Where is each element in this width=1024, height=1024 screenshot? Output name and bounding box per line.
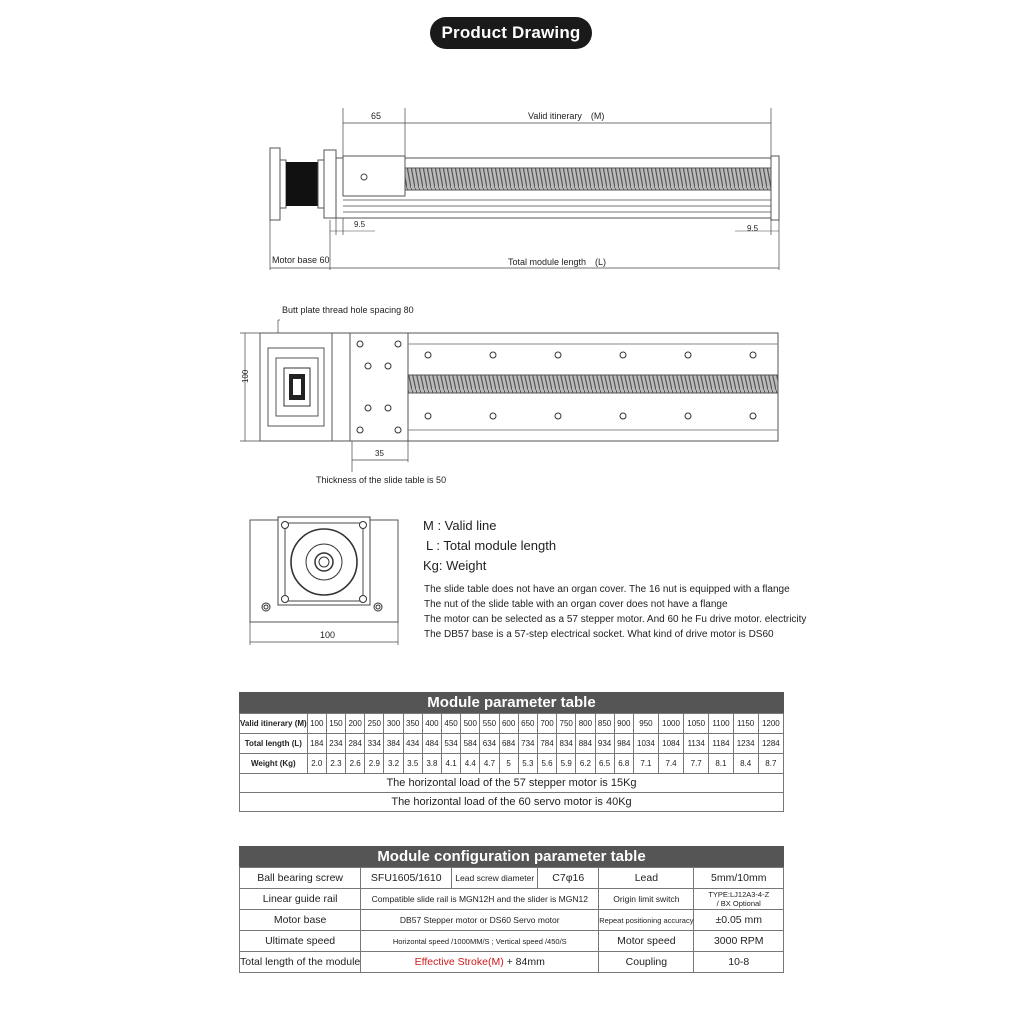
dim-35-label: 35 [375,449,384,458]
limit-value [694,889,784,910]
page-title: Product Drawing [430,17,592,49]
limit-value-2: / BX Optional [716,899,761,908]
param-cell: 500 [461,714,480,734]
param-load-57: The horizontal load of the 57 stepper motor is 15Kg [240,774,784,793]
limit-label: Origin limit switch [599,889,694,910]
legend-kg: Kg: Weight [423,558,487,573]
note-1: The slide table does not have an organ cover. The 16 nut is equipped with a flange [424,584,790,595]
param-cell: 1034 [633,734,658,754]
param-cell: 250 [365,714,384,734]
param-cell: 1200 [758,714,783,734]
param-cell: 7.1 [633,754,658,774]
param-cell: 234 [326,734,345,754]
param-cell: 1100 [709,714,733,734]
param-cell: 8.7 [758,754,783,774]
config-row-ball-screw [240,868,784,889]
param-cell: 484 [422,734,441,754]
dim-65-label: 65 [371,111,382,121]
config-table [239,867,784,973]
repeat-value: ±0.05 mm [694,910,784,931]
param-row-label: Weight (Kg) [240,754,308,774]
param-cell: 334 [365,734,384,754]
limit-value-1: TYPE:LJ12A3-4-Z [708,890,770,899]
param-cell: 1234 [733,734,758,754]
dim-9-5-right-label: 9.5 [747,224,759,233]
param-cell: 7.4 [659,754,684,774]
param-cell: 5.9 [557,754,576,774]
param-table [239,713,784,812]
motor-speed-value: 3000 RPM [694,931,784,952]
param-cell: 2.0 [307,754,326,774]
legend-m: M : Valid line [423,518,497,533]
param-cell: 1050 [684,714,709,734]
param-row [240,754,784,774]
repeat-label: Repeat positioning accuracy [599,910,694,931]
legend-l: L : Total module length [426,538,557,553]
config-row-speed [240,931,784,952]
thickness-label: Thickness of the slide table is 50 [316,475,447,485]
config-table-title: Module configuration parameter table [239,846,784,867]
param-cell: 2.3 [326,754,345,774]
param-load-row [240,774,784,793]
param-cell: 384 [384,734,403,754]
param-cell: 5.6 [537,754,556,774]
motor-speed-label: Motor speed [599,931,694,952]
lead-label: Lead [599,868,694,889]
param-cell: 3.2 [384,754,403,774]
param-cell: 850 [595,714,614,734]
rail-value: Compatible slide rail is MGN12H and the slider is MGN12 [361,889,599,910]
param-cell: 1084 [659,734,684,754]
param-load-row [240,793,784,812]
param-cell: 784 [537,734,556,754]
param-cell: 5 [499,754,518,774]
param-cell: 684 [499,734,518,754]
param-cell: 4.4 [461,754,480,774]
param-cell: 584 [461,734,480,754]
param-row [240,734,784,754]
param-cell: 150 [326,714,345,734]
config-row-base [240,910,784,931]
screw-dia-value: C7φ16 [538,868,599,889]
param-cell: 600 [499,714,518,734]
param-cell: 400 [422,714,441,734]
top-view-drawing [240,300,785,480]
coupling-value: 10-8 [694,952,784,973]
param-cell: 184 [307,734,326,754]
note-2: The nut of the slide table with an organ cover does not have a flange [424,599,728,610]
param-cell: 934 [595,734,614,754]
base-label: Motor base [240,910,361,931]
param-cell: 750 [557,714,576,734]
param-cell: 7.7 [684,754,709,774]
param-row [240,714,784,734]
total-label: Total length of the module [240,952,361,973]
valid-itinerary-label: Valid itinerary (M) [528,111,605,121]
param-table-title: Module parameter table [239,692,784,713]
param-cell: 3.5 [403,754,422,774]
param-cell: 434 [403,734,422,754]
param-load-60: The horizontal load of the 60 servo motor is 40Kg [240,793,784,812]
total-value-red: Effective Stroke(M) [414,956,504,968]
param-cell: 1000 [659,714,684,734]
screw-dia-label: Lead screw diameter [452,868,538,889]
note-3: The motor can be selected as a 57 stepper motor. And 60 he Fu drive motor. electricity [424,614,807,625]
param-cell: 534 [442,734,461,754]
param-cell: 2.9 [365,754,384,774]
config-row-total [240,952,784,973]
dim-100-vertical-label: 100 [241,369,250,383]
param-cell: 1184 [709,734,733,754]
param-cell: 1284 [758,734,783,754]
total-length-label: Total module length (L) [508,257,607,267]
param-cell: 884 [576,734,595,754]
base-value: DB57 Stepper motor or DS60 Servo motor [361,910,599,931]
param-cell: 2.6 [346,754,365,774]
param-cell: 350 [403,714,422,734]
param-cell: 634 [480,734,499,754]
param-row-label: Valid itinerary (M) [240,714,308,734]
param-cell: 300 [384,714,403,734]
param-cell: 1134 [684,734,709,754]
param-cell: 8.1 [709,754,733,774]
ball-screw-label: Ball bearing screw [240,868,361,889]
param-cell: 100 [307,714,326,734]
param-cell: 650 [518,714,537,734]
total-value-rest: + 84mm [503,956,545,968]
param-cell: 550 [480,714,499,734]
param-cell: 5.3 [518,754,537,774]
param-cell: 4.7 [480,754,499,774]
param-cell: 6.2 [576,754,595,774]
param-cell: 950 [633,714,658,734]
param-cell: 6.5 [595,754,614,774]
coupling-label: Coupling [599,952,694,973]
param-cell: 834 [557,734,576,754]
param-cell: 4.1 [442,754,461,774]
note-4: The DB57 base is a 57-step electrical socket. What kind of drive motor is DS60 [424,629,774,640]
param-cell: 1150 [733,714,758,734]
param-cell: 984 [614,734,633,754]
speed-label: Ultimate speed [240,931,361,952]
total-value [361,952,599,973]
param-cell: 8.4 [733,754,758,774]
param-cell: 734 [518,734,537,754]
param-cell: 800 [576,714,595,734]
param-cell: 284 [346,734,365,754]
butt-plate-label: Butt plate thread hole spacing 80 [282,305,414,315]
param-cell: 450 [442,714,461,734]
side-view-drawing [255,100,795,280]
dim-9-5-left-label: 9.5 [354,220,366,229]
param-cell: 900 [614,714,633,734]
param-row-label: Total length (L) [240,734,308,754]
motor-base-label: Motor base 60 [272,255,330,265]
config-row-rail [240,889,784,910]
param-cell: 700 [537,714,556,734]
rail-label: Linear guide rail [240,889,361,910]
lead-value: 5mm/10mm [694,868,784,889]
speed-value: Horizontal speed /1000MM/S ; Vertical speed /450/S [361,931,599,952]
dim-100-horizontal-label: 100 [320,630,336,640]
ball-screw-value: SFU1605/1610 [361,868,452,889]
param-cell: 200 [346,714,365,734]
param-cell: 3.8 [422,754,441,774]
param-cell: 6.8 [614,754,633,774]
